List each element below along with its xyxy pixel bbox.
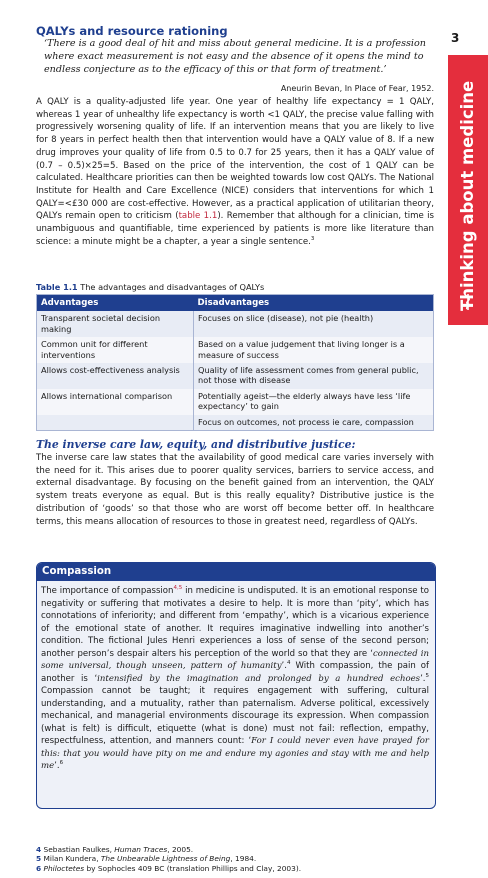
qaly-table	[36, 294, 434, 431]
table-header-row	[37, 295, 434, 312]
section-heading-inverse-care: The inverse care law, equity, and distributive justice:	[36, 438, 356, 451]
epigraph-quote: ‘There is a good deal of hit and miss about general medicine. It is a profession where exact measurement is not easy and the absence of it opens the mind to endless conjecture as to the efficacy of this or that form of treatment.’	[44, 38, 426, 75]
section-tab	[448, 55, 488, 325]
footnote: 6 Philoctetes by Sophocles 409 BC (translation Phillips and Clay, 2003).	[36, 863, 302, 873]
section-heading-qalys: QALYs and resource rationing	[36, 24, 228, 38]
table-row	[37, 415, 434, 431]
table-cell: Based on a value judgement that living longer is a measure of success	[194, 337, 434, 363]
epigraph-source: Aneurin Bevan, In Place of Fear, 1952.	[280, 84, 434, 93]
compassion-box-heading: Compassion	[37, 563, 435, 581]
table-cell: Focuses on slice (disease), not pie (health)	[194, 311, 434, 337]
table-row	[37, 311, 434, 337]
table-cell: Allows cost-effectiveness analysis	[37, 363, 194, 389]
table-header-disadvantages: Disadvantages	[194, 295, 434, 312]
compassion-box	[36, 562, 436, 809]
table-cell: Potentially ageist—the elderly always have less ‘life expectancy’ to gain	[194, 389, 434, 415]
table-cell: Quality of life assessment comes from general public, not those with disease	[194, 363, 434, 389]
table-cell: Allows international comparison	[37, 389, 194, 415]
table-cell: Common unit for different interventions	[37, 337, 194, 363]
table-header-advantages: Advantages	[37, 295, 194, 312]
inverse-care-paragraph: The inverse care law states that the availability of good medical care varies inversely with the need for it. This arises due to poorer quality services, barriers to service access, and external disadvantage. By focusing on the benefit gained from an intervention, the QALY system treats everyone as equal. But is this really equality? Distributive justice is the distribution of ‘goods’ so that those who are worst off become better off. In healthcare terms, this means allocation of resources to those in greatest need, regardless of QALYs.	[36, 453, 434, 527]
compassion-paragraph: The importance of compassion$^{4,5}$ in medicine is undisputed. It is an emotional response to negativity or suffering that motivates a desire to help. It is more than ‘pity’, which has connotations of inferiority; and different from ‘empathy’, which is a vicarious experience of the emotional state of another. It requires imaginative indwelling into another’s condition. The fictional Jules Henri experiences a loss of sense of the second person; another person’s despair alters his perception of the world so that they are ‘connected in some universal, though unseen, pattern of humanity’.$^4$ With compassion, the pain of another is ‘intensified by the imagination and prolonged by a hundred echoes’.$^5$ Compassion cannot be taught; it requires engagement with suffering, cultural understanding, and a mutuality, rather than paternalism. Adverse political, excessively mechanical, and managerial environments discourage its expression. When compassion (what is felt) is difficult, etiquette (what is done) must not fail: reflection, empathy, respectfulness, attention, and manners count: ‘For I could never even have prayed for this: that you would have pity on me and endure my agonies and stay with me and help me’.$^6$	[41, 585, 430, 771]
table-cell: Transparent societal decision making	[37, 311, 194, 337]
table-reference-link[interactable]: table 1.1	[178, 211, 218, 222]
snake-staff-icon	[461, 293, 475, 311]
qalys-paragraph: A QALY is a quality-adjusted life year. One year of healthy life expectancy = 1 QALY, whereas 1 year of unhealthy life expectancy is worth <1 QALY, the precise value falling with progressively worsening quality of life. If an intervention means that you are likely to live for 8 years in perfect health then that intervention would have a QALY value of 8. If a new drug improves your quality of life from 0.5 to 0.7 for 25 years, then it has a QALY value of (0.7 – 0.5)×25=5. Based on the price of the intervention, the cost of 1 QALY can be calculated. Healthcare priorities can then be weighted towards low cost QALYs. The National Institute for Health and Care Excellence (NICE) considers that interventions for which 1 QALY=<£30 000 are cost-effective. However, as a practical application of utilitarian theory, QALYs remain open to criticism (table 1.1). Remember that although for a clinician, time is unambiguous and quantifiable, time experienced by patients is more like literature than science: a minute might be a chapter, a year a single sentence.$^3$	[36, 97, 434, 247]
section-tab-label: Thinking about medicine	[458, 80, 477, 311]
footnotes	[36, 845, 434, 873]
footnote: 4 Sebastian Faulkes, Human Traces, 2005.	[36, 845, 194, 854]
page-number: 3	[451, 31, 460, 45]
table-row	[37, 337, 434, 363]
table-caption: Table 1.1 The advantages and disadvantages of QALYs	[36, 282, 265, 292]
table-row	[37, 389, 434, 415]
table-cell	[37, 415, 194, 431]
table-row	[37, 363, 434, 389]
footnote: 5 Milan Kundera, The Unbearable Lightness of Being, 1984.	[36, 854, 257, 864]
table-cell: Focus on outcomes, not process ie care, compassion	[194, 415, 434, 431]
